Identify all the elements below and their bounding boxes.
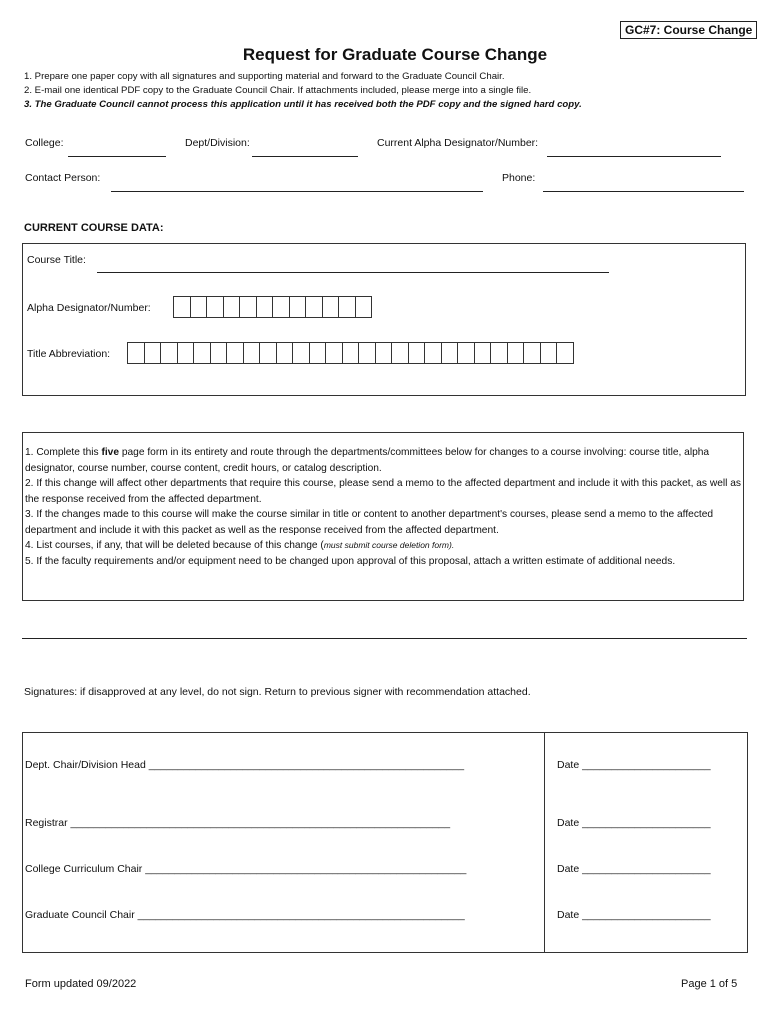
title-abbreviation-cell[interactable] (127, 342, 145, 364)
title-abbreviation-cell[interactable] (292, 342, 310, 364)
title-abbreviation-cell[interactable] (391, 342, 409, 364)
page-title: Request for Graduate Course Change (242, 45, 548, 64)
signature-graduate-council-chair[interactable]: Graduate Council Chair ________________________________________________________ (25, 909, 465, 921)
title-abbreviation-cell[interactable] (160, 342, 178, 364)
form-code-badge: GC#7: Course Change (620, 21, 757, 39)
title-abbreviation-cell[interactable] (540, 342, 558, 364)
alpha-designator-label: Alpha Designator/Number: (27, 302, 151, 314)
alpha-designator-cell[interactable] (239, 296, 257, 318)
alpha-designator-cell[interactable] (272, 296, 290, 318)
guideline-2: 2. If this change will affect other departments that require this course, please send a memo to the affected department and include it with this packet, as well as the response received from the affected department. (25, 478, 741, 505)
college-label: College: (25, 137, 64, 149)
alpha-designator-cell[interactable] (355, 296, 373, 318)
title-abbreviation-cells[interactable] (127, 342, 573, 364)
signatures-box (22, 732, 748, 953)
date-dept-chair[interactable]: Date ______________________ (557, 759, 711, 771)
title-abbreviation-cell[interactable] (325, 342, 343, 364)
title-abbreviation-cell[interactable] (193, 342, 211, 364)
alpha-designator-cells[interactable] (173, 296, 371, 318)
alpha-designator-cell[interactable] (338, 296, 356, 318)
signatures-note: Signatures: if disapproved at any level, do not sign. Return to previous signer with recommendation attached. (24, 686, 531, 698)
signature-college-curriculum-chair[interactable]: College Curriculum Chair _______________________________________________________ (25, 863, 467, 875)
title-abbreviation-cell[interactable] (177, 342, 195, 364)
college-field[interactable] (68, 156, 166, 157)
signature-dept-chair[interactable]: Dept. Chair/Division Head ______________________________________________________ (25, 759, 465, 771)
alpha-field[interactable] (547, 156, 721, 157)
alpha-designator-cell[interactable] (223, 296, 241, 318)
page-number: Page 1 of 5 (681, 978, 738, 990)
course-title-label: Course Title: (27, 254, 86, 266)
title-abbreviation-cell[interactable] (457, 342, 475, 364)
alpha-designator-cell[interactable] (322, 296, 340, 318)
title-abbreviation-cell[interactable] (523, 342, 541, 364)
title-abbreviation-cell[interactable] (226, 342, 244, 364)
date-registrar[interactable]: Date ______________________ (557, 817, 711, 829)
title-abbreviation-cell[interactable] (490, 342, 508, 364)
title-abbreviation-cell[interactable] (441, 342, 459, 364)
signatures-column-divider (544, 733, 545, 952)
title-abbreviation-cell[interactable] (309, 342, 327, 364)
date-college-curriculum-chair[interactable]: Date ______________________ (557, 863, 711, 875)
dept-label: Dept/Division: (185, 137, 250, 149)
course-title-field[interactable] (97, 272, 609, 273)
alpha-designator-cell[interactable] (289, 296, 307, 318)
form-updated: Form updated 09/2022 (25, 978, 137, 990)
title-abbreviation-cell[interactable] (507, 342, 525, 364)
title-abbreviation-cell[interactable] (424, 342, 442, 364)
phone-field[interactable] (543, 191, 744, 192)
title-abbreviation-cell[interactable] (210, 342, 228, 364)
dept-field[interactable] (252, 156, 358, 157)
title-abbreviation-cell[interactable] (144, 342, 162, 364)
signature-registrar[interactable]: Registrar _________________________________________________________________ (25, 817, 451, 829)
title-abbreviation-label: Title Abbreviation: (27, 348, 111, 360)
alpha-designator-cell[interactable] (305, 296, 323, 318)
instructions (24, 70, 582, 112)
current-course-heading: CURRENT COURSE DATA: (24, 222, 164, 234)
alpha-designator-cell[interactable] (206, 296, 224, 318)
guidelines-box (22, 432, 744, 601)
title-abbreviation-cell[interactable] (408, 342, 426, 364)
title-abbreviation-cell[interactable] (342, 342, 360, 364)
title-abbreviation-cell[interactable] (259, 342, 277, 364)
section-divider (22, 638, 747, 639)
contact-field[interactable] (111, 191, 483, 192)
alpha-designator-cell[interactable] (256, 296, 274, 318)
phone-label: Phone: (502, 172, 536, 184)
title-abbreviation-cell[interactable] (556, 342, 574, 364)
current-course-box (22, 243, 746, 396)
title-abbreviation-cell[interactable] (358, 342, 376, 364)
instruction-3: 3. The Graduate Council cannot process this application until it has received both the PDF copy and the signed hard copy. (24, 99, 582, 110)
guideline-4: 4. List courses, if any, that will be deleted because of this change (must submit course deletion form). (25, 540, 455, 551)
guideline-5: 5. If the faculty requirements and/or equipment need to be changed upon approval of this proposal, attach a written estimate of additional needs. (25, 555, 676, 567)
title-abbreviation-cell[interactable] (243, 342, 261, 364)
guideline-1: 1. Complete this five page form in its entirety and route through the departments/committees below for changes to a course involving: course title, alpha designator, course number, course content, credit hours, or catalog description. (25, 447, 710, 474)
title-abbreviation-cell[interactable] (375, 342, 393, 364)
alpha-label: Current Alpha Designator/Number: (377, 137, 539, 149)
alpha-designator-cell[interactable] (173, 296, 191, 318)
title-abbreviation-cell[interactable] (276, 342, 294, 364)
instruction-1: 1. Prepare one paper copy with all signatures and supporting material and forward to the Graduate Council Chair. (24, 71, 505, 82)
alpha-designator-cell[interactable] (190, 296, 208, 318)
instruction-2: 2. E-mail one identical PDF copy to the Graduate Council Chair. If attachments included, please merge into a single file. (24, 85, 532, 96)
date-graduate-council-chair[interactable]: Date ______________________ (557, 909, 711, 921)
contact-label: Contact Person: (25, 172, 101, 184)
guideline-3: 3. If the changes made to this course will make the course similar in title or content to another department's courses, please send a memo to the affected department and include it with this packet as well as the response received from the affected department. (25, 509, 714, 536)
title-abbreviation-cell[interactable] (474, 342, 492, 364)
